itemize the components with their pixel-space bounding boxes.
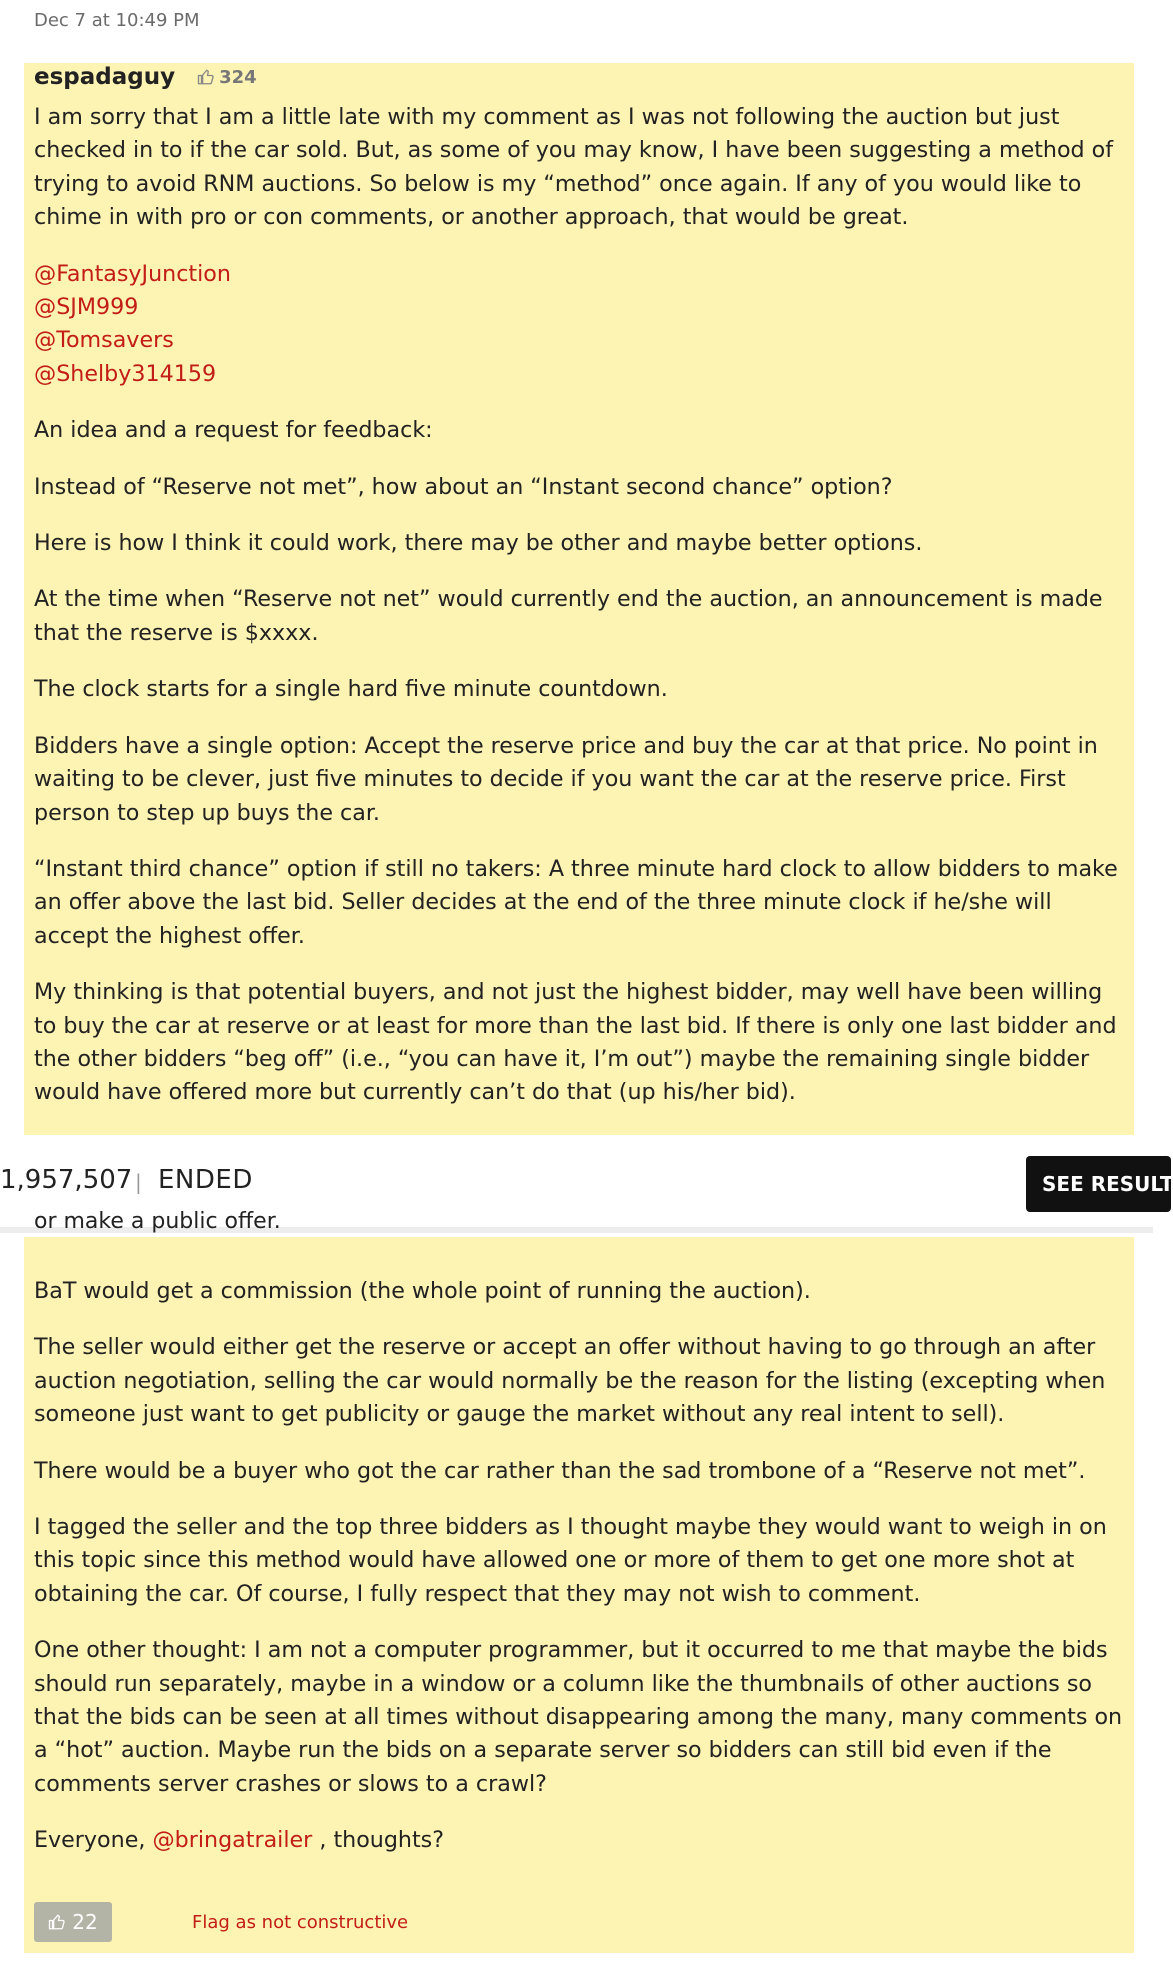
like-button[interactable] bbox=[34, 1902, 112, 1942]
status-separator: | bbox=[135, 1170, 142, 1194]
comment-card-bottom bbox=[24, 1209, 1134, 1953]
comment-paragraph: My thinking is that potential buyers, and not just the highest bidder, may well have been willing to buy the car at reserve or at least for more than the last bid. If there is only one last bidder and the other bidders “beg off” (i.e., “you can have it, I’m out”) maybe the remaining single bidder would have offered more but currently can’t do that (up his/her bid). bbox=[34, 979, 1117, 1106]
mention-link[interactable]: @FantasyJunction bbox=[34, 260, 231, 287]
final-bid-amount: 1,957,507 bbox=[0, 1165, 133, 1195]
comment-paragraph: At the time when “Reserve not net” would currently end the auction, an announcement is made that the reserve is $xxxx. bbox=[34, 586, 1103, 646]
mention-link[interactable]: @SJM999 bbox=[34, 294, 139, 321]
closing-prefix: Everyone, bbox=[34, 1827, 153, 1854]
comment-paragraph: Instead of “Reserve not met”, how about an “Instant second chance” option? bbox=[34, 473, 893, 500]
comment-paragraph: Here is how I think it could work, there may be other and maybe better options. bbox=[34, 530, 923, 557]
comment-paragraph: There would be a buyer who got the car rather than the sad trombone of a “Reserve not met”. bbox=[34, 1457, 1086, 1484]
mention-list bbox=[34, 258, 1130, 392]
comment-paragraph: Bidders have a single option: Accept the reserve price and buy the car at that price. No point in waiting to be clever, just five minutes to decide if you want the car at the reserve price. First person to step up buys the car. bbox=[34, 732, 1098, 826]
comment-paragraph: The seller would either get the reserve or accept an offer without having to go through an after auction negotiation, selling the car would normally be the reason for the listing (excepting when someone just want to get publicity or gauge the market without any real intent to sell). bbox=[34, 1334, 1106, 1428]
closing-suffix: , thoughts? bbox=[312, 1827, 445, 1854]
mention-link[interactable]: @bringatrailer bbox=[152, 1827, 313, 1854]
see-result-button[interactable]: SEE RESULT bbox=[1026, 1156, 1171, 1212]
author-score bbox=[197, 67, 257, 88]
auction-status: ENDED bbox=[158, 1165, 253, 1195]
comment-paragraph: I tagged the seller and the top three bidders as I thought maybe they would want to weigh in on this topic since this method would have allowed one or more of them to get one more shot at obtaining the car. Of course, I fully respect that they may not wish to comment. bbox=[34, 1514, 1107, 1607]
comment-paragraph: An idea and a request for feedback: bbox=[34, 417, 433, 444]
comment-footer bbox=[34, 1902, 408, 1942]
comment-timestamp: Dec 7 at 10:49 PM bbox=[34, 10, 200, 31]
comment-body-bottom bbox=[34, 1275, 1130, 1881]
comment-header bbox=[34, 63, 257, 91]
author-score-value: 324 bbox=[219, 66, 257, 88]
partially-hidden-line: or make a public offer. bbox=[34, 1209, 281, 1234]
author-name[interactable]: espadaguy bbox=[34, 64, 176, 90]
comment-paragraph: BaT would get a commission (the whole point of running the auction). bbox=[34, 1278, 811, 1304]
comment-paragraph: I am sorry that I am a little late with my comment as I was not following the auction but just checked in to if the car sold. But, as some of you may know, I have been suggesting a method of trying to avoid RNM auctions. So below is my “method” once again. If any of you would like to chime in with pro or con comments, or another approach, that would be great. bbox=[34, 104, 1114, 231]
like-count: 22 bbox=[72, 1910, 98, 1934]
comment-paragraph: The clock starts for a single hard five minute countdown. bbox=[34, 676, 668, 703]
comment-paragraph: One other thought: I am not a computer programmer, but it occurred to me that maybe the bids should run separately, maybe in a window or a column like the thumbnails of other auctions so that the bids can be seen at all times without disappearing among the many, many comments on a “hot” auction. Maybe run the bids on a separate server so bidders can still bid even if the comments server crashes or slows to a crawl? bbox=[34, 1637, 1123, 1797]
thumbs-up-icon bbox=[48, 1913, 66, 1931]
comment-body-top bbox=[34, 101, 1130, 1133]
comment-card-top bbox=[24, 63, 1134, 1135]
comment-closing bbox=[34, 1824, 1130, 1857]
mention-link[interactable]: @Shelby314159 bbox=[34, 360, 217, 387]
flag-link[interactable]: Flag as not constructive bbox=[192, 1911, 409, 1933]
thumbs-up-icon bbox=[197, 68, 215, 86]
comment-paragraph: “Instant third chance” option if still no takers: A three minute hard clock to allow bidders to make an offer above the last bid. Seller decides at the end of the three minute clock if he/she will accept the highest offer. bbox=[34, 855, 1118, 949]
mention-link[interactable]: @Tomsavers bbox=[34, 327, 174, 354]
